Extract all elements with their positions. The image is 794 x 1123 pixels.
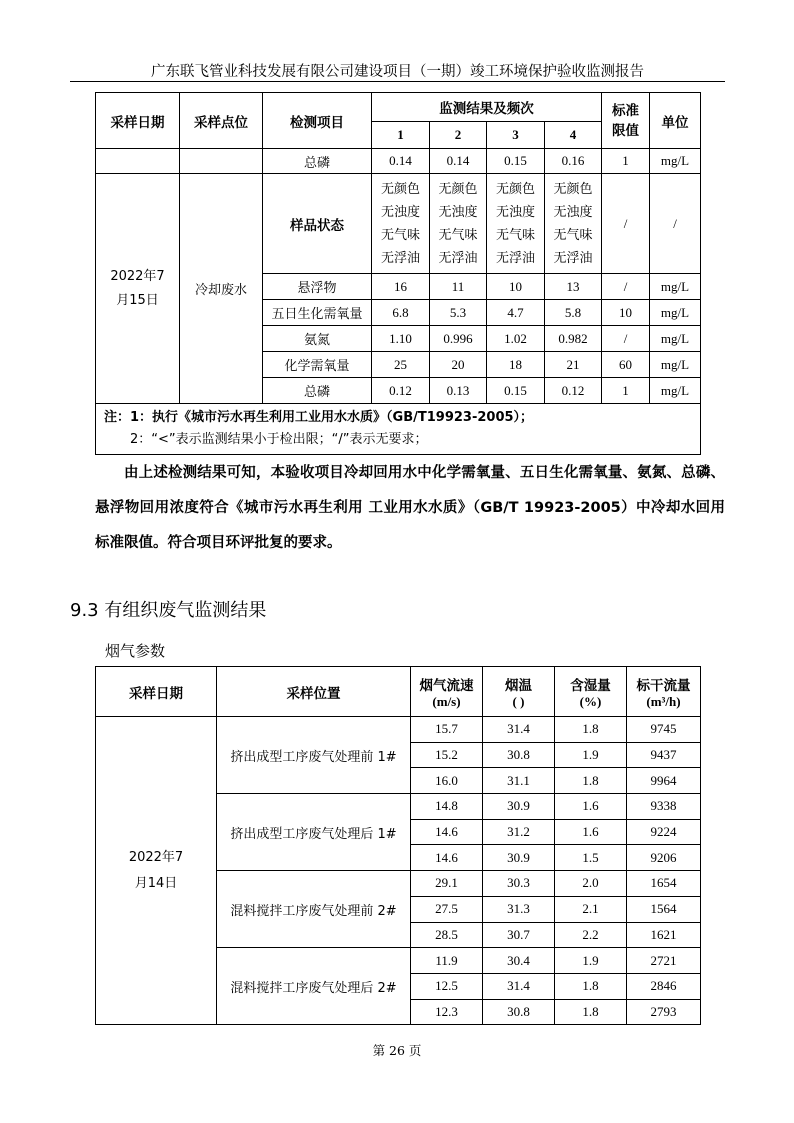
value-cell: 12.3 xyxy=(411,999,483,1025)
value-cell: 14.8 xyxy=(411,794,483,820)
th-position: 采样位置 xyxy=(217,667,411,717)
value-cell: 0.12 xyxy=(545,378,602,404)
value-cell: 29.1 xyxy=(411,871,483,897)
value-cell: 1.8 xyxy=(555,973,627,999)
th-date: 采样日期 xyxy=(96,93,180,149)
th-point: 采样点位 xyxy=(180,93,263,149)
th-date: 采样日期 xyxy=(96,667,217,717)
value-cell: 1.6 xyxy=(555,819,627,845)
sample-date-cell: 2022年7月15日 xyxy=(96,174,180,404)
value-cell: 1.8 xyxy=(555,768,627,794)
value-cell: 15.2 xyxy=(411,742,483,768)
value-cell: 1.9 xyxy=(555,742,627,768)
value-cell: 9964 xyxy=(627,768,701,794)
value-cell: 9437 xyxy=(627,742,701,768)
sample-date-cell: 2022年7月14日 xyxy=(96,717,217,1025)
value-cell: 1621 xyxy=(627,922,701,948)
value-cell: 30.8 xyxy=(483,999,555,1025)
header-rule xyxy=(70,81,725,82)
th-freq-1: 1 xyxy=(372,122,430,149)
limit-cell: 1 xyxy=(602,149,650,174)
value-cell: 0.16 xyxy=(545,149,602,174)
value-cell: 9338 xyxy=(627,794,701,820)
value-cell: 30.9 xyxy=(483,845,555,871)
value-cell: 30.7 xyxy=(483,922,555,948)
value-cell: 30.4 xyxy=(483,948,555,974)
value-cell: 1.6 xyxy=(555,794,627,820)
sample-position-cell: 挤出成型工序废气处理后 1# xyxy=(217,794,411,871)
unit-cell: mg/L xyxy=(650,352,701,378)
value-cell: 1.9 xyxy=(555,948,627,974)
value-cell: 11 xyxy=(430,274,487,300)
state-item-cell: 样品状态 xyxy=(263,174,372,274)
value-cell: 0.13 xyxy=(430,378,487,404)
value-cell: 2.1 xyxy=(555,896,627,922)
sample-point-cell: 冷却废水 xyxy=(180,174,263,404)
value-cell: 14.6 xyxy=(411,819,483,845)
value-cell: 0.982 xyxy=(545,326,602,352)
limit-cell: / xyxy=(602,274,650,300)
th-humidity: 含湿量 (%) xyxy=(555,667,627,717)
table-row xyxy=(96,149,701,174)
value-cell: 1.8 xyxy=(555,717,627,743)
item-cell: 氨氮 xyxy=(263,326,372,352)
value-cell: 1.8 xyxy=(555,999,627,1025)
state-cell-1: 无颜色 无浊度 无气味 无浮油 xyxy=(372,174,430,274)
value-cell: 31.3 xyxy=(483,896,555,922)
report-header: 广东联飞管业科技发展有限公司建设项目（一期）竣工环境保护验收监测报告 xyxy=(151,64,644,80)
value-cell: 5.8 xyxy=(545,300,602,326)
value-cell: 27.5 xyxy=(411,896,483,922)
th-freq-4: 4 xyxy=(545,122,602,149)
th-velocity: 烟气流速 (m/s) xyxy=(411,667,483,717)
state-cell-2: 无颜色 无浊度 无气味 无浮油 xyxy=(430,174,487,274)
value-cell: 0.996 xyxy=(430,326,487,352)
empty-cell xyxy=(96,149,180,174)
value-cell: 0.15 xyxy=(487,149,545,174)
value-cell: 21 xyxy=(545,352,602,378)
value-cell: 6.8 xyxy=(372,300,430,326)
th-limit: 标准限值 xyxy=(602,93,650,149)
limit-cell: / xyxy=(602,326,650,352)
unit-cell: mg/L xyxy=(650,300,701,326)
value-cell: 2846 xyxy=(627,973,701,999)
item-cell: 总磷 xyxy=(263,378,372,404)
value-cell: 1.02 xyxy=(487,326,545,352)
item-cell: 总磷 xyxy=(263,149,372,174)
table-note xyxy=(96,404,701,455)
limit-cell: 10 xyxy=(602,300,650,326)
value-cell: 2721 xyxy=(627,948,701,974)
th-results: 监测结果及频次 xyxy=(372,93,602,122)
value-cell: 30.8 xyxy=(483,742,555,768)
value-cell: 1654 xyxy=(627,871,701,897)
unit-cell: mg/L xyxy=(650,274,701,300)
table-row xyxy=(96,717,701,743)
unit-cell: mg/L xyxy=(650,326,701,352)
value-cell: 14.6 xyxy=(411,845,483,871)
th-freq-3: 3 xyxy=(487,122,545,149)
value-cell: 31.1 xyxy=(483,768,555,794)
value-cell: 30.9 xyxy=(483,794,555,820)
value-cell: 18 xyxy=(487,352,545,378)
item-cell: 悬浮物 xyxy=(263,274,372,300)
sample-position-cell: 混料搅拌工序废气处理前 2# xyxy=(217,871,411,948)
value-cell: 31.4 xyxy=(483,717,555,743)
value-cell: 15.7 xyxy=(411,717,483,743)
value-cell: 1.5 xyxy=(555,845,627,871)
table-row xyxy=(96,174,701,274)
th-unit: 单位 xyxy=(650,93,701,149)
value-cell: 31.4 xyxy=(483,973,555,999)
value-cell: 4.7 xyxy=(487,300,545,326)
table-note-row xyxy=(96,404,701,455)
value-cell: 13 xyxy=(545,274,602,300)
item-cell: 五日生化需氧量 xyxy=(263,300,372,326)
value-cell: 31.2 xyxy=(483,819,555,845)
conclusion-paragraph: 由上述检测结果可知，本验收项目冷却回用水中化学需氧量、五日生化需氧量、氨氮、总磷、悬浮物回用浓度符合《城市污水再生利用 工业用水水质》（GB/T 19923-2005）中冷却水回用标准限值。符合项目环评批复的要求。 xyxy=(95,465,725,551)
value-cell: 0.14 xyxy=(430,149,487,174)
empty-cell xyxy=(180,149,263,174)
section-subtitle: 烟气参数 xyxy=(105,642,166,660)
sample-position-cell: 混料搅拌工序废气处理后 2# xyxy=(217,948,411,1025)
value-cell: 5.3 xyxy=(430,300,487,326)
value-cell: 1.10 xyxy=(372,326,430,352)
flue-gas-table xyxy=(95,666,701,1025)
unit-cell: / xyxy=(650,174,701,274)
th-flow: 标干流量 (m³/h) xyxy=(627,667,701,717)
value-cell: 11.9 xyxy=(411,948,483,974)
item-cell: 化学需氧量 xyxy=(263,352,372,378)
value-cell: 12.5 xyxy=(411,973,483,999)
note-1: 注：1：执行《城市污水再生利用工业用水水质》（GB/T19923-2005）； xyxy=(104,410,534,425)
value-cell: 9745 xyxy=(627,717,701,743)
value-cell: 9206 xyxy=(627,845,701,871)
value-cell: 1564 xyxy=(627,896,701,922)
value-cell: 2793 xyxy=(627,999,701,1025)
section-title: 9.3 有组织废气监测结果 xyxy=(70,600,267,621)
value-cell: 0.12 xyxy=(372,378,430,404)
state-cell-3: 无颜色 无浊度 无气味 无浮油 xyxy=(487,174,545,274)
limit-cell: 60 xyxy=(602,352,650,378)
value-cell: 0.14 xyxy=(372,149,430,174)
limit-cell: 1 xyxy=(602,378,650,404)
state-cell-4: 无颜色 无浊度 无气味 无浮油 xyxy=(545,174,602,274)
note-2: 2：“<”表示监测结果小于检出限；“/”表示无要求； xyxy=(130,432,428,447)
sample-position-cell: 挤出成型工序废气处理前 1# xyxy=(217,717,411,794)
unit-cell: mg/L xyxy=(650,149,701,174)
value-cell: 20 xyxy=(430,352,487,378)
th-freq-2: 2 xyxy=(430,122,487,149)
wastewater-results-table xyxy=(95,92,701,455)
th-temperature: 烟温 ( ) xyxy=(483,667,555,717)
unit-cell: mg/L xyxy=(650,378,701,404)
value-cell: 2.2 xyxy=(555,922,627,948)
value-cell: 2.0 xyxy=(555,871,627,897)
value-cell: 16 xyxy=(372,274,430,300)
value-cell: 25 xyxy=(372,352,430,378)
value-cell: 0.15 xyxy=(487,378,545,404)
value-cell: 10 xyxy=(487,274,545,300)
limit-cell: / xyxy=(602,174,650,274)
value-cell: 16.0 xyxy=(411,768,483,794)
value-cell: 9224 xyxy=(627,819,701,845)
page-number: 第 26 页 xyxy=(372,1043,422,1058)
value-cell: 30.3 xyxy=(483,871,555,897)
value-cell: 28.5 xyxy=(411,922,483,948)
th-item: 检测项目 xyxy=(263,93,372,149)
